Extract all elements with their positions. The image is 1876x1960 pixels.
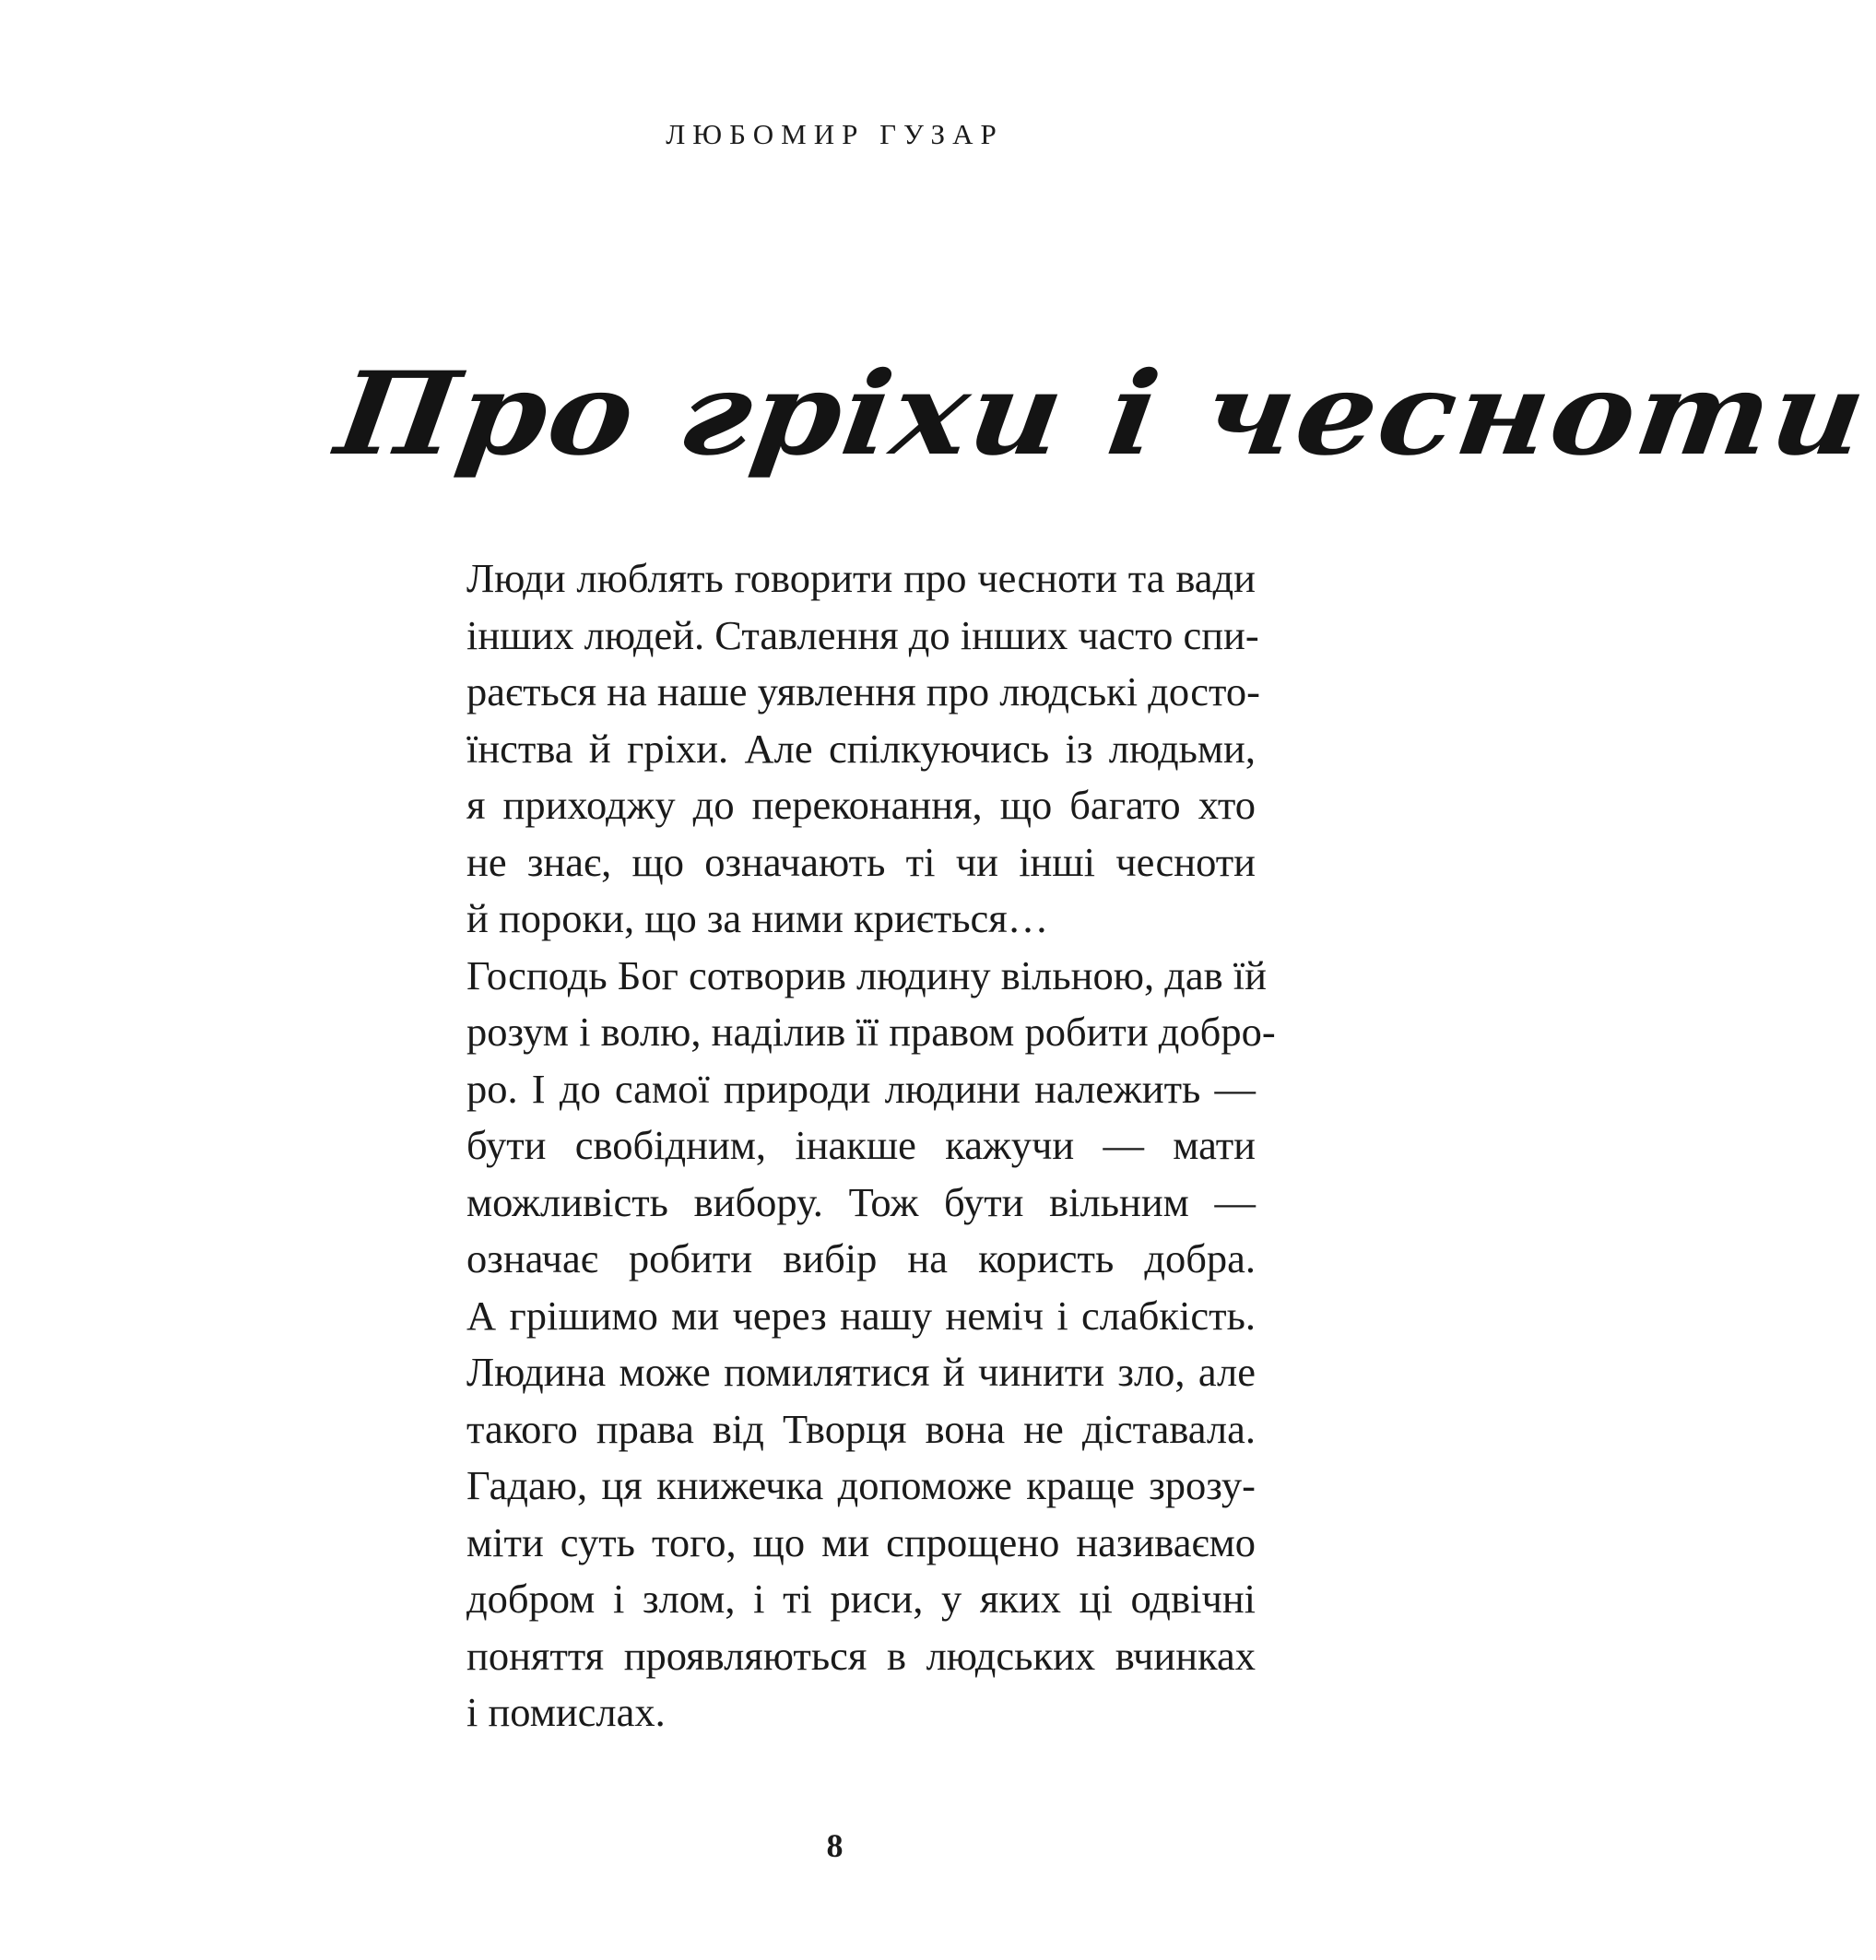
text-line: інших людей. Ставлення до інших часто спи-	[466, 611, 1259, 658]
text-line: Господь Бог сотворив людину вільною, дав їй	[466, 951, 1267, 998]
text-line: рається на наше уявлення про людські досто-	[466, 668, 1260, 714]
text-line: такого права від Творця вона не діставала.	[466, 1405, 1256, 1452]
text-line: добром і злом, і ті риси, у яких ці одвічні	[466, 1576, 1256, 1622]
text-line: ро. І до самої природи людини належить —	[466, 1065, 1256, 1112]
running-head-author: ЛЮБОМИР ГУЗАР	[666, 118, 1004, 150]
text-line: поняття проявляються в людських вчинках	[466, 1632, 1256, 1679]
text-line: можливість вибору. Тож бути вільним —	[466, 1178, 1256, 1225]
text-line: міти суть того, що ми спрощено називаємо	[466, 1518, 1256, 1565]
text-line: бути свобідним, інакше кажучи — мати	[466, 1122, 1256, 1168]
text-line: А грішимо ми через нашу неміч і слабкість.	[466, 1292, 1256, 1339]
body-text	[466, 550, 1276, 1742]
text-line: не знає, що означають ті чи інші чесноти	[466, 838, 1256, 885]
text-line: і помислах.	[466, 1689, 666, 1735]
page-number: 8	[826, 1827, 844, 1864]
text-line: й пороки, що за ними криється…	[466, 895, 1049, 941]
text-line: Люди люблять говорити про чесноти та вади	[466, 555, 1256, 601]
text-line: означає робити вибір на користь добра.	[466, 1235, 1256, 1281]
text-line: їнства й гріхи. Але спілкуючись із людьми,	[466, 725, 1256, 772]
chapter-title: Про гріхи і чесноти	[328, 348, 1876, 481]
text-line: Гадаю, ця книжечка допоможе краще зрозу-	[466, 1462, 1256, 1508]
text-line: розум і волю, наділив її правом робити добро-	[466, 1009, 1276, 1055]
text-line: Людина може помилятися й чинити зло, але	[466, 1349, 1256, 1395]
text-line: я приходжу до переконання, що багато хто	[466, 782, 1256, 828]
